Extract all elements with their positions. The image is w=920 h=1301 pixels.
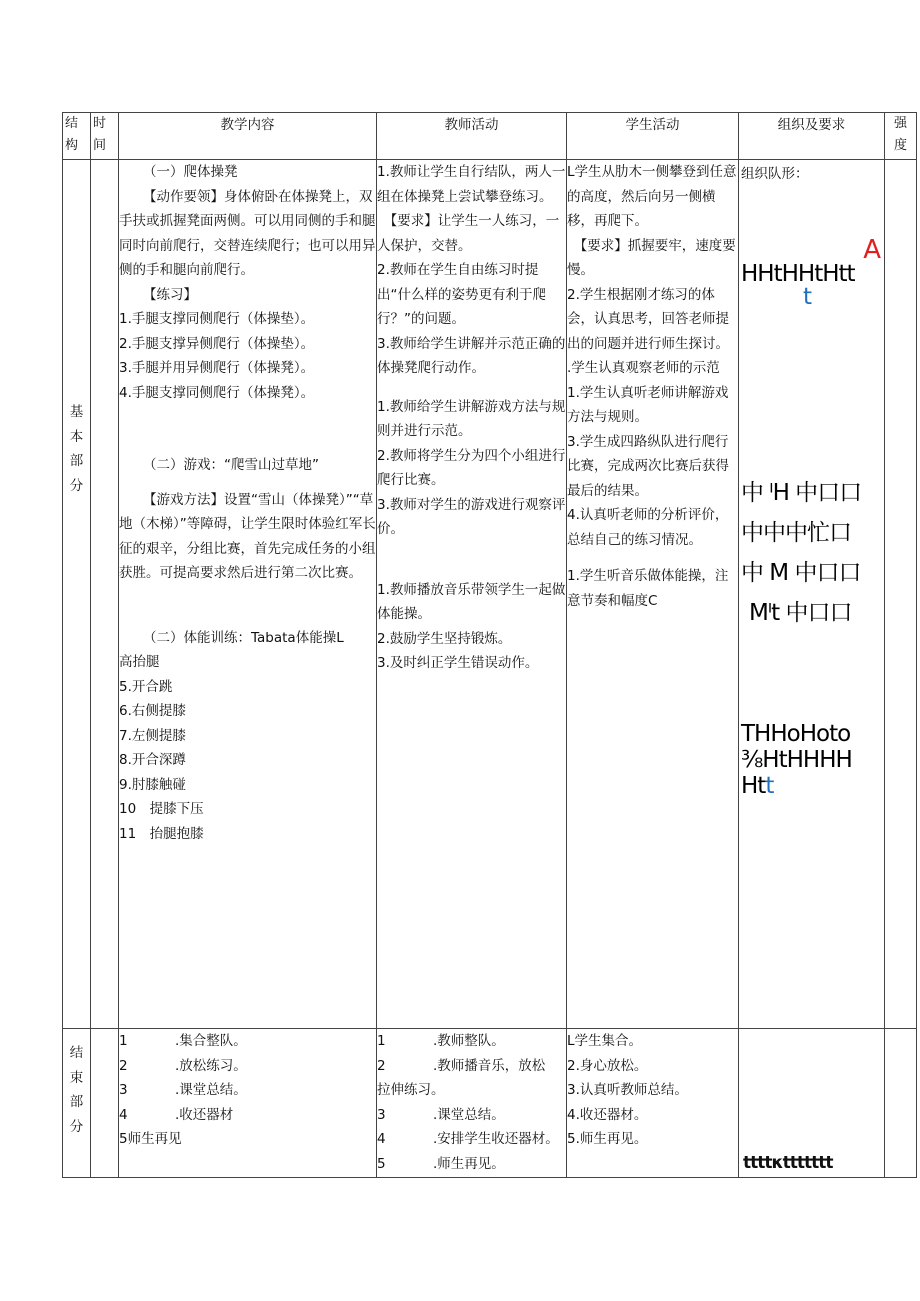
ending-student-item: 5.师生再见。 [567,1131,648,1147]
ending-row [63,1029,917,1178]
ending-content-item: 2 .放松练习。 [119,1057,247,1074]
ending-formation: ttttκttttttt [743,1152,833,1173]
teacher-item: 3.及时纠正学生错误动作。 [377,655,539,671]
teacher-item: 2.教师将学生分为四个小组进行爬行比赛。 [377,447,566,488]
header-structure: 结 构 [63,113,91,160]
ending-intensity [885,1029,917,1178]
student-item: L学生从肋木一侧攀登到任意的高度，然后向另一侧横移，再爬下。 [567,164,737,229]
sec2-title: （二）游戏：“爬雪山过草地” [143,457,319,473]
teacher-item: 1.教师播放音乐带领学生一起做体能操。 [377,581,566,622]
ending-teacher-item: 4 .安排学生收还器材。 [377,1131,559,1147]
basic-row [63,160,917,1029]
formation-line: 中 ᴵH 中口口 [741,479,862,506]
formation-diagram-3 [741,721,884,799]
header-teacher: 教师活动 [377,113,567,160]
basic-student [567,160,739,1029]
teacher-item: 3.教师给学生讲解并示范正确的体操凳爬行动作。 [377,335,566,376]
teacher-item: 1.教师给学生讲解游戏方法与规则并进行示范。 [377,398,566,439]
ending-teacher-item: 5 .师生再见。 [377,1155,505,1172]
sec3-item: 11 抬腿抱膝 [119,825,204,842]
sec3-item: 8.开合深蹲 [119,752,186,768]
basic-content [119,160,377,1029]
practice-item: 4.手腿支撑同侧爬行（体操凳）。 [119,384,315,401]
practice-item: 2.手腿支撑异侧爬行（体操垫）。 [119,335,315,352]
ending-content-item: 5师生再见 [119,1131,182,1147]
ending-student-item: L学生集合。 [567,1033,643,1049]
teacher-item: 【要求】让学生一人练习，一人保护，交替。 [377,213,560,254]
sec3-item: 7.左侧提膝 [119,727,186,744]
ending-teacher-item: 3 .课堂总结。 [377,1106,505,1123]
teacher-item: 2.教师在学生自由练习时提出“什么样的姿势更有利于爬行？”的问题。 [377,262,546,327]
header-time: 时 间 [91,113,119,160]
header-row [63,113,917,160]
formation-line: 中中中忙口 [741,519,851,546]
formation-line: THHoHoto [741,720,851,747]
sec3-item: 高抬腿 [119,654,160,670]
formation-line: HHtHHtHtt [741,260,855,287]
sec2-desc: 【游戏方法】设置“雪山（体操凳）”“草地（木梯）”等障碍，让学生限时体验红军长征的艰辛，分组比赛，首先完成任务的小组获胜。可提高要求然后进行第二次比赛。 [119,491,376,581]
sec3-item: 9.肘膝触碰 [119,776,186,793]
student-item: 4.认真听老师的分析评价，总结自己的练习情况。 [567,507,729,548]
practice-item: 1.手腿支撑同侧爬行（体操垫）。 [119,311,315,327]
practice-item: 3.手腿并用异侧爬行（体操凳）。 [119,360,315,376]
student-item: .学生认真观察老师的示范 [567,360,720,376]
teacher-item: 1.教师让学生自行结队，两人一组在体操凳上尝试攀登练习。 [377,164,566,205]
formation-diagram-1 [741,234,884,310]
sec1-title: （一）爬体操凳 [143,164,238,180]
ending-content-item: 3 .课堂总结。 [119,1082,247,1098]
student-item: 【要求】抓握要牢，速度要慢。 [567,237,736,278]
basic-intensity [885,160,917,1029]
lesson-plan-table [62,112,917,1178]
student-item: 3.学生成四路纵队进行爬行比赛，完成两次比赛后获得最后的结果。 [567,433,729,499]
ending-teacher-item: 2 .教师播音乐，放松 [377,1057,546,1074]
ending-content-item: 1 .集合整队。 [119,1033,247,1049]
basic-time [91,160,119,1029]
formation-text: Ht [741,772,766,799]
header-content: 教学内容 [119,113,377,160]
student-item: 1.学生认真听老师讲解游戏方法与规则。 [567,384,729,425]
ending-content [119,1029,377,1178]
formation-line: 中 M 中口口 [741,559,861,586]
ending-teacher-item: 1 .教师整队。 [377,1033,505,1049]
ending-label: 结 束 部 分 [63,1029,91,1178]
basic-organization [739,160,885,1029]
formation-text-blue: t [765,772,774,799]
sec3-title: （二）体能训练：Tabata体能操L [143,629,344,646]
sec3-item: 10 提膝下压 [119,801,204,817]
practice-title: 【练习】 [143,286,197,303]
ending-student-item: 4.收还器材。 [567,1106,648,1123]
ending-teacher [377,1029,567,1178]
ending-student-item: 3.认真听教师总结。 [567,1082,688,1098]
formation-line-last [741,773,884,799]
org-title: 组织队形： [741,166,809,182]
ending-content-item: 4 .收还器材 [119,1106,234,1123]
header-intensity: 强 度 [885,113,917,160]
ending-time [91,1029,119,1178]
teacher-item: 3.教师对学生的游戏进行观察评价。 [377,496,566,537]
formation-diagram-2 [741,473,884,633]
formation-sub: t [803,283,812,310]
ending-teacher-wrap: 拉伸练习。 [377,1082,445,1098]
header-student: 学生活动 [567,113,739,160]
teacher-item: 2.鼓励学生坚持锻炼。 [377,630,512,647]
sec3-item: 5.开合跳 [119,678,173,695]
ending-student-item: 2.身心放松。 [567,1057,648,1074]
ending-student [567,1029,739,1178]
sec3-item: 6.右侧提膝 [119,703,186,719]
formation-line: Mᴵt 中口口 [749,599,852,626]
formation-line: ⅜HtHHHH [741,746,852,773]
header-organization: 组织及要求 [739,113,885,160]
basic-teacher [377,160,567,1029]
ending-organization [739,1029,885,1178]
formation-marker: A [863,234,880,265]
student-item: 1.学生听音乐做体能操，注意节奏和幅度C [567,568,729,609]
sec1-desc: 【动作要领】身体俯卧在体操凳上，双手扶或抓握凳面两侧。可以用同侧的手和腿同时向前爬行，交替连续爬行；也可以用异侧的手和腿向前爬行。 [119,188,376,278]
basic-label: 基 本 部 分 [63,160,91,1029]
student-item: 2.学生根据刚才练习的体会，认真思考，回答老师提出的问题并进行师生探讨。 [567,286,729,352]
